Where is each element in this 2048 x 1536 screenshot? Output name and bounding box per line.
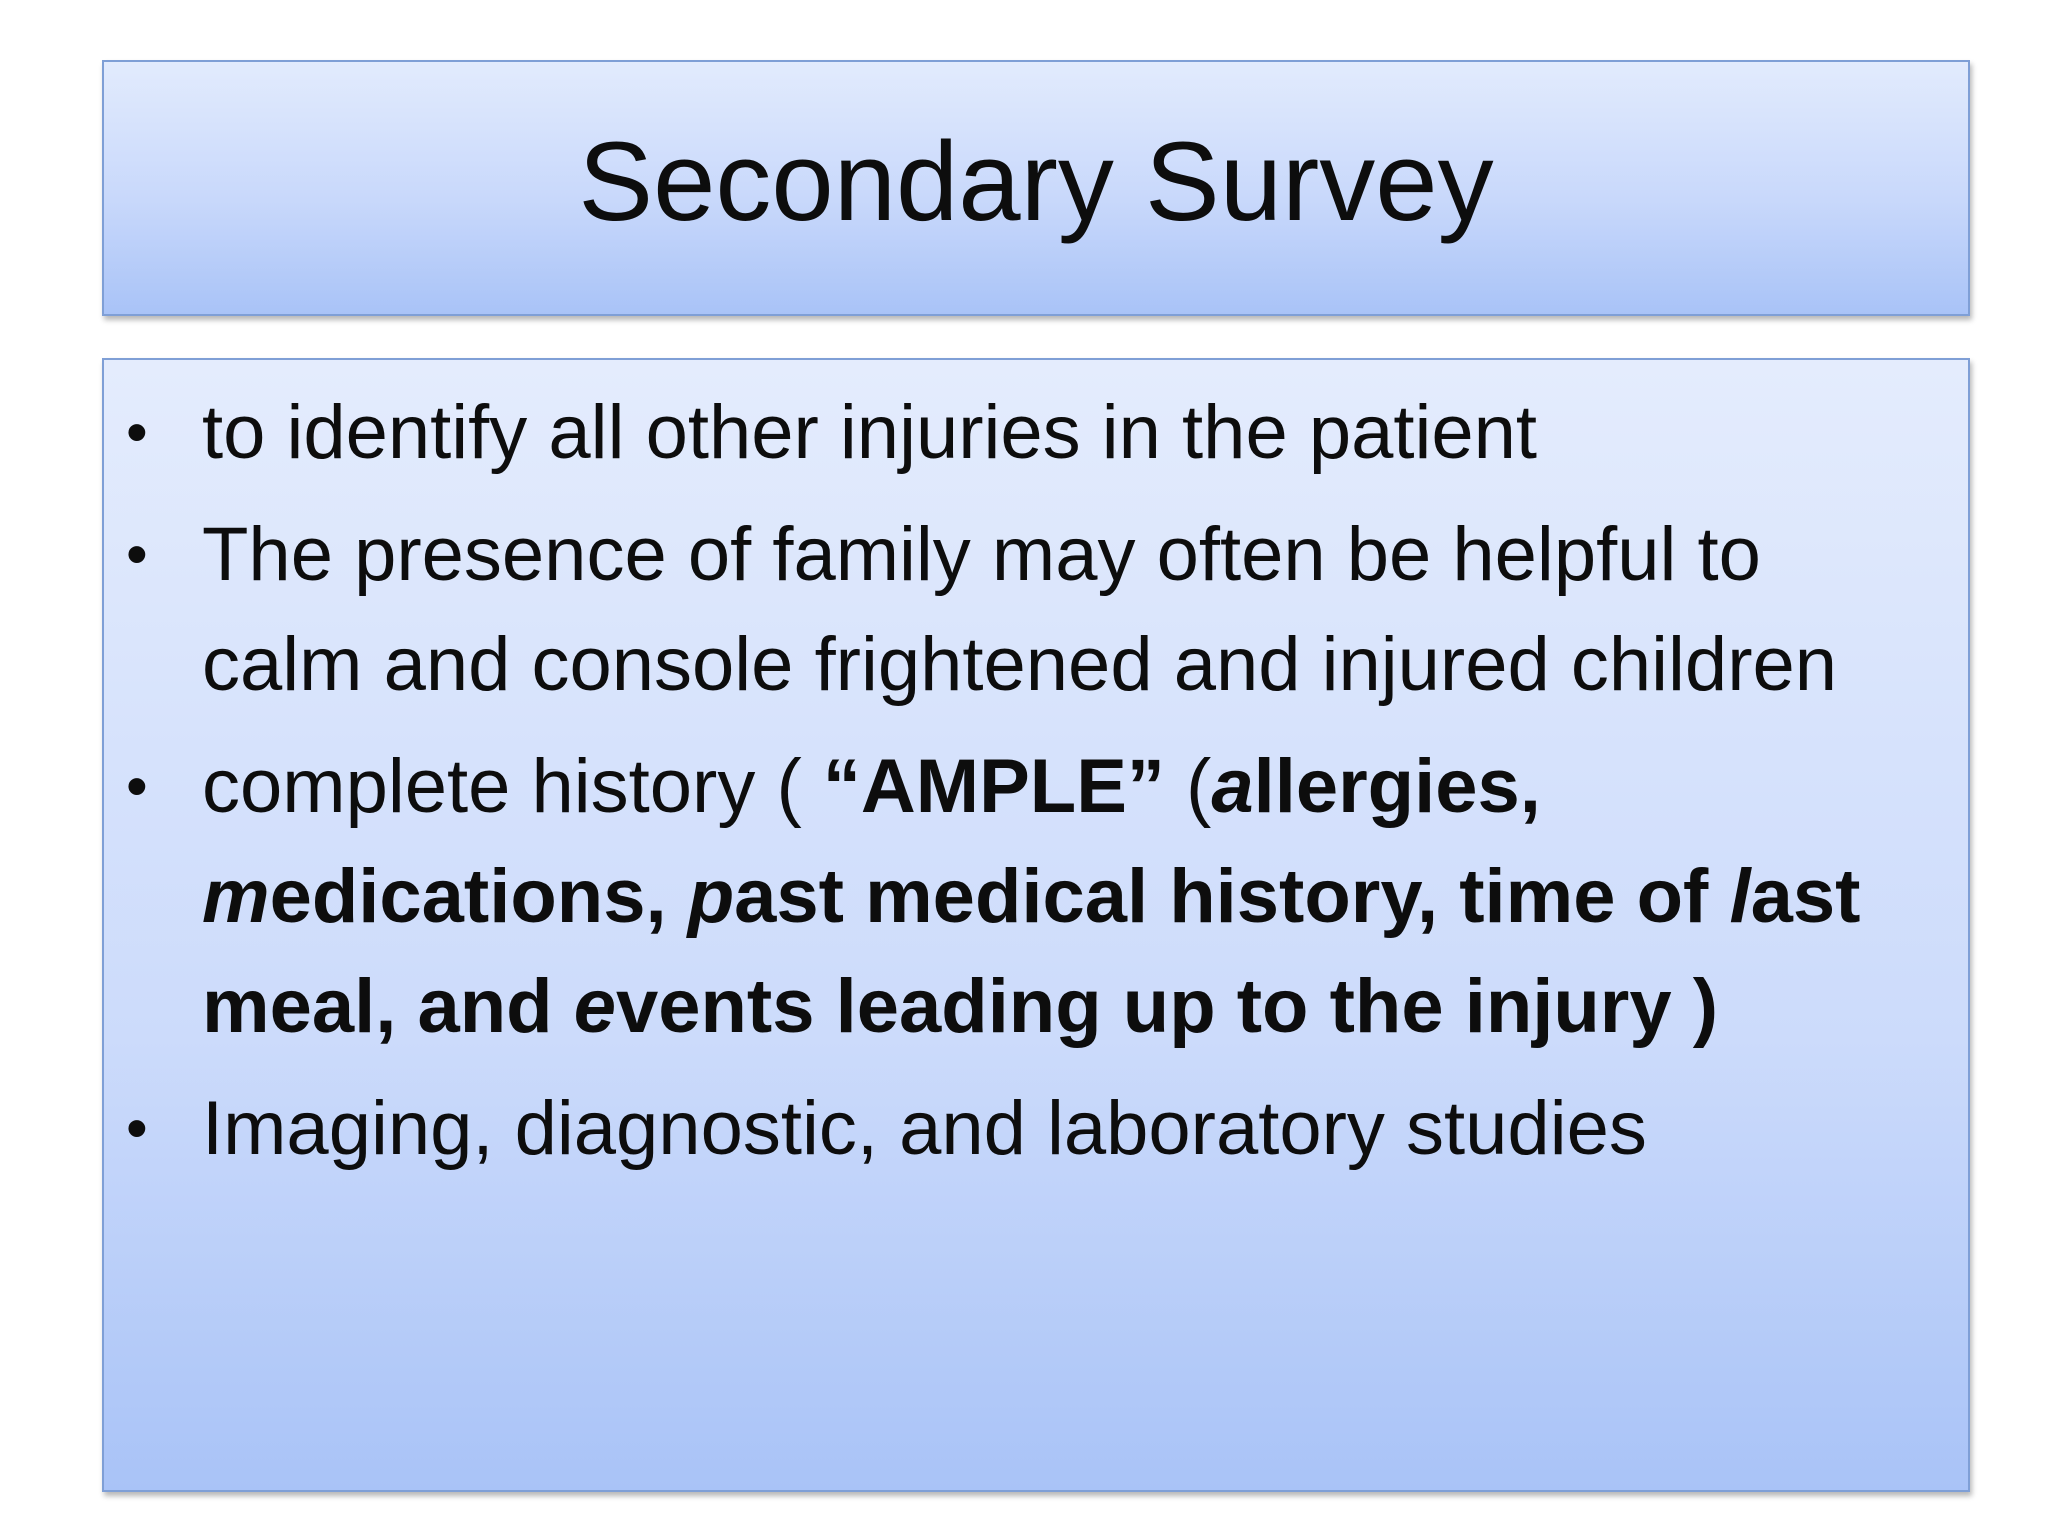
- bullet-list: [104, 378, 1968, 1196]
- title-placeholder: [102, 60, 1970, 316]
- ample-acronym: “AMPLE”: [822, 744, 1165, 829]
- ample-letter-a: a: [1211, 744, 1254, 829]
- bullet-item: [104, 378, 1968, 488]
- ample-letter-l: l: [1729, 854, 1751, 939]
- bullet-marker: •: [126, 398, 148, 467]
- open-paren: (: [1164, 744, 1212, 829]
- bullet-item: [104, 732, 1968, 1062]
- ample-word-allergies: llergies,: [1253, 744, 1541, 829]
- bullet-text: to identify all other injuries in the patient: [202, 390, 1538, 475]
- bullet-marker: •: [126, 752, 148, 821]
- bullet-text: Imaging, diagnostic, and laboratory studies: [202, 1086, 1647, 1171]
- ample-letter-m: m: [202, 854, 270, 939]
- bullet-text-history-prefix: complete history (: [202, 744, 823, 829]
- bullet-marker: •: [126, 520, 148, 589]
- ample-word-past-history: ast medical history, time of: [734, 854, 1730, 939]
- bullet-marker: •: [126, 1094, 148, 1163]
- bullet-item: [104, 1074, 1968, 1184]
- ample-letter-e: e: [573, 964, 616, 1049]
- slide-title: Secondary Survey: [578, 118, 1494, 244]
- ample-word-last-meal: ast meal, and: [202, 854, 1861, 1049]
- bullet-item: [104, 500, 1968, 720]
- bullet-text: The presence of family may often be helpful to calm and console frightened and injured children: [202, 512, 1838, 707]
- ample-word-events: vents leading up to the injury ): [615, 964, 1719, 1049]
- content-placeholder: [102, 358, 1970, 1492]
- ample-letter-p: p: [687, 854, 735, 939]
- ample-word-medications: edications,: [269, 854, 688, 939]
